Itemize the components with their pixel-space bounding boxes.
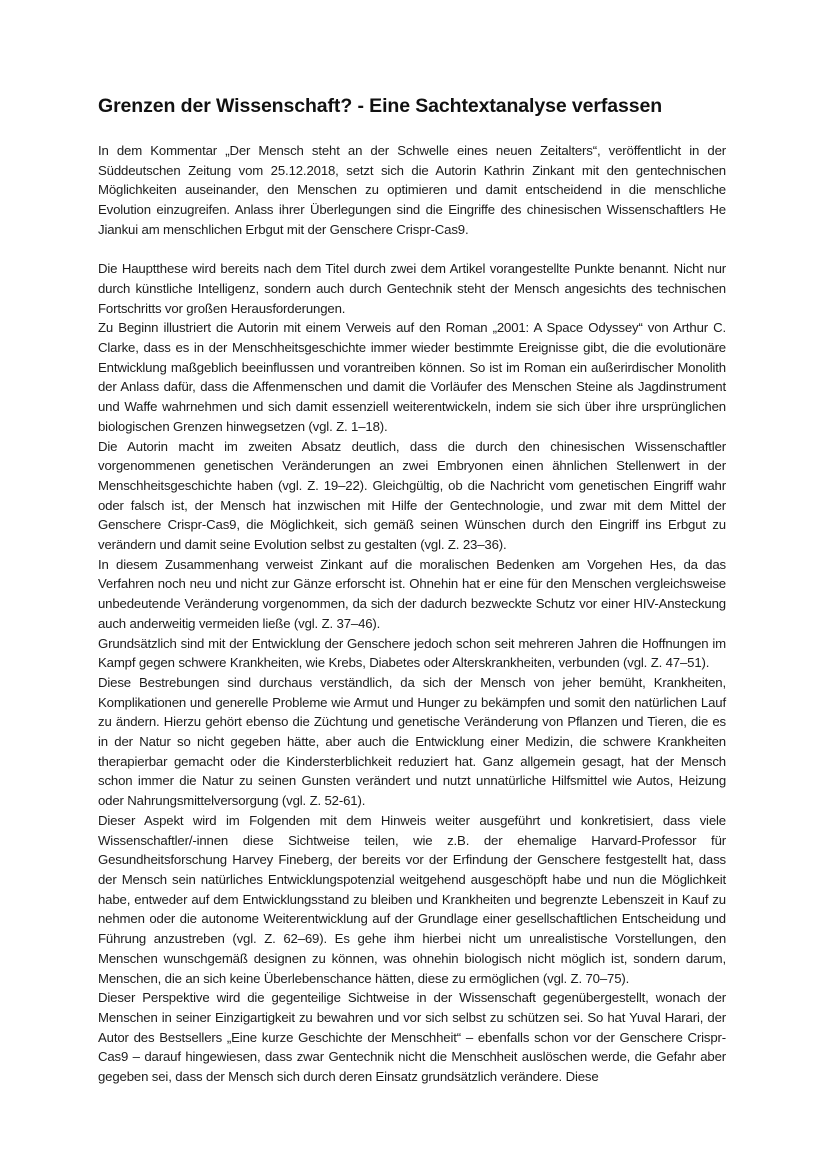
body-paragraph: Die Autorin macht im zweiten Absatz deutlich, dass die durch den chinesischen Wissenschaftler vorgenommenen genetischen Veränderungen an zwei Embryonen einen ähnlichen Stellenwert in der Menschheitsgeschichte haben (vgl. Z. 19–22). Gleichgültig, ob die Nachricht vom genetischen Eingriff wahr oder falsch ist, der Mensch hat inzwischen mit Hilfe der Gentechnologie, und zwar mit dem Mittel der Genschere Crispr-Cas9, die Möglichkeit, sich gemäß seinen Wünschen durch den Eingriff ins Erbgut zu verändern und damit seine Evolution selbst zu gestalten (vgl. Z. 23–36). — [98, 438, 726, 553]
document-title: Grenzen der Wissenschaft? - Eine Sachtextanalyse verfassen — [98, 95, 663, 117]
body-paragraph: Dieser Aspekt wird im Folgenden mit dem Hinweis weiter ausgeführt und konkretisiert, dass viele Wissenschaftler/-innen diese Sichtweise teilen, wie z.B. der ehemalige Harvard-Professor für Gesundheitsforschung Harvey Fineberg, der bereits vor der Erfindung der Genschere festgestellt hat, dass der Mensch sein natürliches Entwicklungspotenzial weitgehend ausgeschöpft habe und nun die Möglichkeit habe, entweder auf dem Entwicklungsstand zu bleiben und Krankheiten und begrenzte Lebenszeit in Kauf zu nehmen oder die autonome Weiterentwicklung auf der Grundlage einer gesellschaftlichen Entscheidung und Führung anzustreben (vgl. Z. 62–69). Es gehe ihm hierbei nicht um unrealistische Vorstellungen, den Menschen wunschgemäß designen zu können, was ohnehin biologisch nicht möglich ist, sondern darum, Menschen, die an sich keine Überlebenschance hätten, diese zu ermöglichen (vgl. Z. 70–75). — [98, 812, 726, 986]
body-paragraph: Dieser Perspektive wird die gegenteilige Sichtweise in der Wissenschaft gegenübergestellt, wonach der Menschen in seiner Einzigartigkeit zu bewahren und vor sich selbst zu schützen sei. So hat Yuval Harari, der Autor des Bestsellers „Eine kurze Geschichte der Menschheit“ – ebenfalls schon vor der Genschere Crispr-Cas9 – darauf hingewiesen, dass zwar Gentechnik nicht die Menschheit auslöschen werde, die Gefahr aber gegeben sei, dass der Mensch sich durch deren Einsatz grundsätzlich verändere. Diese — [98, 990, 726, 1085]
document-page — [98, 93, 726, 1087]
body-paragraph: Grundsätzlich sind mit der Entwicklung der Genschere jedoch schon seit mehreren Jahren die Hoffnungen im Kampf gegen schwere Krankheiten, wie Krebs, Diabetes oder Alterskrankheiten, verbunden (vgl. Z. 47–51). — [98, 635, 726, 671]
body-paragraph: Diese Bestrebungen sind durchaus verständlich, da sich der Mensch von jeher bemüht, Krankheiten, Komplikationen und generelle Probleme wie Armut und Hunger zu bekämpfen und somit den natürlichen Lauf zu ändern. Hierzu gehört ebenso die Züchtung und genetische Veränderung von Pflanzen und Tieren, die es in der Natur so nicht gegeben hätte, aber auch die Entwicklung einer Medizin, die schwere Krankheiten therapierbar gemacht oder die Kindersterblichkeit reduziert hat. Ganz allgemein gesagt, hat der Mensch schon immer die Natur zu seinen Gunsten verändert und nutzt unnatürliche Hilfsmittel wie Autos, Heizung oder Nahrungsmittelversorgung (vgl. Z. 52-61). — [98, 674, 726, 809]
intro-paragraph: In dem Kommentar „Der Mensch steht an der Schwelle eines neuen Zeitalters“, veröffentlicht in der Süddeutschen Zeitung vom 25.12.2018, setzt sich die Autorin Kathrin Zinkant mit den gentechnischen Möglichkeiten auseinander, den Menschen zu optimieren und damit entscheidend in die menschliche Evolution einzugreifen. Anlass ihrer Überlegungen sind die Eingriffe des chinesischen Wissenschaftlers He Jiankui am menschlichen Erbgut mit der Genschere Crispr-Cas9. — [98, 143, 726, 237]
body-paragraph: In diesem Zusammenhang verweist Zinkant auf die moralischen Bedenken am Vorgehen Hes, da das Verfahren noch neu und nicht zur Gänze erforscht ist. Ohnehin hat er eine für den Menschen vergleichsweise unbedeutende Veränderung vorgenommen, da sich der dadurch bezweckte Schutz vor einer HIV-Ansteckung auch anderweitig vermeiden ließe (vgl. Z. 37–46). — [98, 556, 726, 631]
body-paragraph: Zu Beginn illustriert die Autorin mit einem Verweis auf den Roman „2001: A Space Odyssey“ von Arthur C. Clarke, dass es in der Menschheitsgeschichte immer wieder bestimmte Ereignisse gibt, die die evolutionäre Entwicklung maßgeblich beeinflussen und vorantreiben können. So ist im Roman ein außerirdischer Monolith der Anlass dafür, dass die Affenmenschen und damit die Vorläufer des Menschen Steine als Jagdinstrument und Waffe wahrnehmen und sich damit essenziell weiterentwickeln, indem sie sich über ihre ursprünglichen biologischen Grenzen hinwegsetzen (vgl. Z. 1–18). — [98, 320, 726, 434]
body-paragraph: Die Hauptthese wird bereits nach dem Titel durch zwei dem Artikel vorangestellte Punkte benannt. Nicht nur durch künstliche Intelligenz, sondern auch durch Gentechnik steht der Mensch angesichts des technischen Fortschritts vor großen Herausforderungen. — [98, 261, 726, 316]
